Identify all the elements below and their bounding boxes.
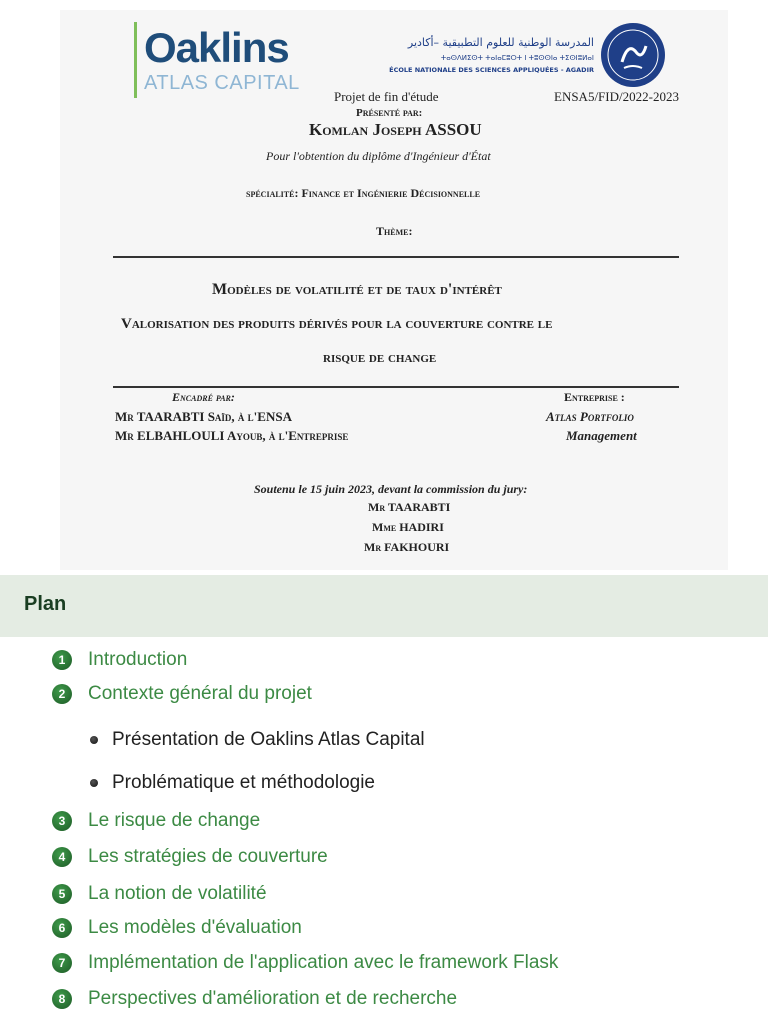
jury-member: Mme HADIRI [372,520,444,534]
plan-item-label: Introduction [88,649,188,670]
school-name-arabic: المدرسة الوطنية للعلوم التطبيقية –أكادير [407,36,594,49]
supervised-label: Encadré par: [172,390,235,404]
number-badge-icon: 2 [52,684,72,704]
jury-member: Mr TAARABTI [368,500,451,514]
defense-line: Soutenu le 15 juin 2023, devant la commission du jury: [254,482,528,496]
bottom-rule [113,386,679,388]
ensa-logo-block [389,22,674,92]
plan-item[interactable] [52,843,328,871]
plan-item-label: Implémentation de l'application avec le framework Flask [88,952,559,973]
thesis-subtitle-line2: risque de change [323,350,437,366]
plan-item-label: Contexte général du projet [88,683,312,704]
plan-item-label: Les modèles d'évaluation [88,917,302,938]
school-name-french: ÉCOLE NATIONALE DES SCIENCES APPLIQUÉES - AGADIR [389,66,594,74]
author-name: Komlan Joseph ASSOU [309,120,482,139]
number-badge-icon: 1 [52,650,72,670]
oaklins-logo [134,22,334,102]
plan-item[interactable] [52,914,302,942]
project-reference: ENSA5/FID/2022-2023 [554,89,679,104]
jury-member: Mr FAKHOURI [364,540,450,554]
plan-item-label: Perspectives d'amélioration et de recherche [88,988,458,1009]
plan-item[interactable] [52,985,457,1013]
theme-label: Thème: [376,224,413,238]
plan-item[interactable] [52,949,558,977]
number-badge-icon: 7 [52,953,72,973]
plan-subitem-label: Problématique et méthodologie [112,772,376,793]
logo-bar [134,22,137,98]
supervisor-2: Mr ELBAHLOULI Ayoub, à l'Entreprise [115,428,349,443]
degree-line: Pour l'obtention du diplôme d'Ingénieur d'État [266,149,491,163]
number-badge-icon: 4 [52,847,72,867]
company-label: Entreprise : [564,390,625,404]
bullet-icon [90,779,98,787]
number-badge-icon: 6 [52,918,72,938]
plan-subitem[interactable] [90,726,425,754]
company-name-line2: Management [566,428,637,443]
logo-title: Oaklins [144,24,289,71]
top-rule [113,256,679,258]
bullet-icon [90,736,98,744]
thesis-subtitle-line1: Valorisation des produits dérivés pour la couverture contre le [121,316,553,332]
presented-by-label: Présenté par: [356,107,423,119]
school-name-tifinagh: ⵜⴰⵙⴷⵍⵉⵙⵜ ⵜⴰⵏⴰⵎⵓⵔⵜ ⵏ ⵜⵓⵙⵙⵏⴰ ⵜⵉⵙⵏⵓⵍⴰⵏ [440,54,594,62]
supervisor-1: Mr TAARABTI Saïd, à l'ENSA [115,409,292,424]
plan-item-label: Le risque de change [88,810,261,831]
plan-header-bar [0,575,768,637]
plan-subitem[interactable] [90,769,375,797]
plan-item[interactable] [52,646,187,674]
number-badge-icon: 3 [52,811,72,831]
company-name-line1: Atlas Portfolio [546,409,634,424]
number-badge-icon: 8 [52,989,72,1009]
plan-title: Plan [24,593,67,615]
university-seal-icon [600,22,666,88]
plan-item[interactable] [52,680,312,708]
plan-item[interactable] [52,880,267,908]
project-label: Projet de fin d'étude [334,89,439,104]
logo-subtitle: ATLAS CAPITAL [144,72,300,94]
number-badge-icon: 5 [52,884,72,904]
plan-subitem-label: Présentation de Oaklins Atlas Capital [112,729,425,750]
thesis-title: Modèles de volatilité et de taux d'intérêt [212,281,502,298]
specialty-line: spécialité: Finance et Ingénierie Décisionnelle [246,186,481,200]
plan-item-label: Les stratégies de couverture [88,846,328,867]
plan-item-label: La notion de volatilité [88,883,267,904]
plan-item[interactable] [52,807,260,835]
